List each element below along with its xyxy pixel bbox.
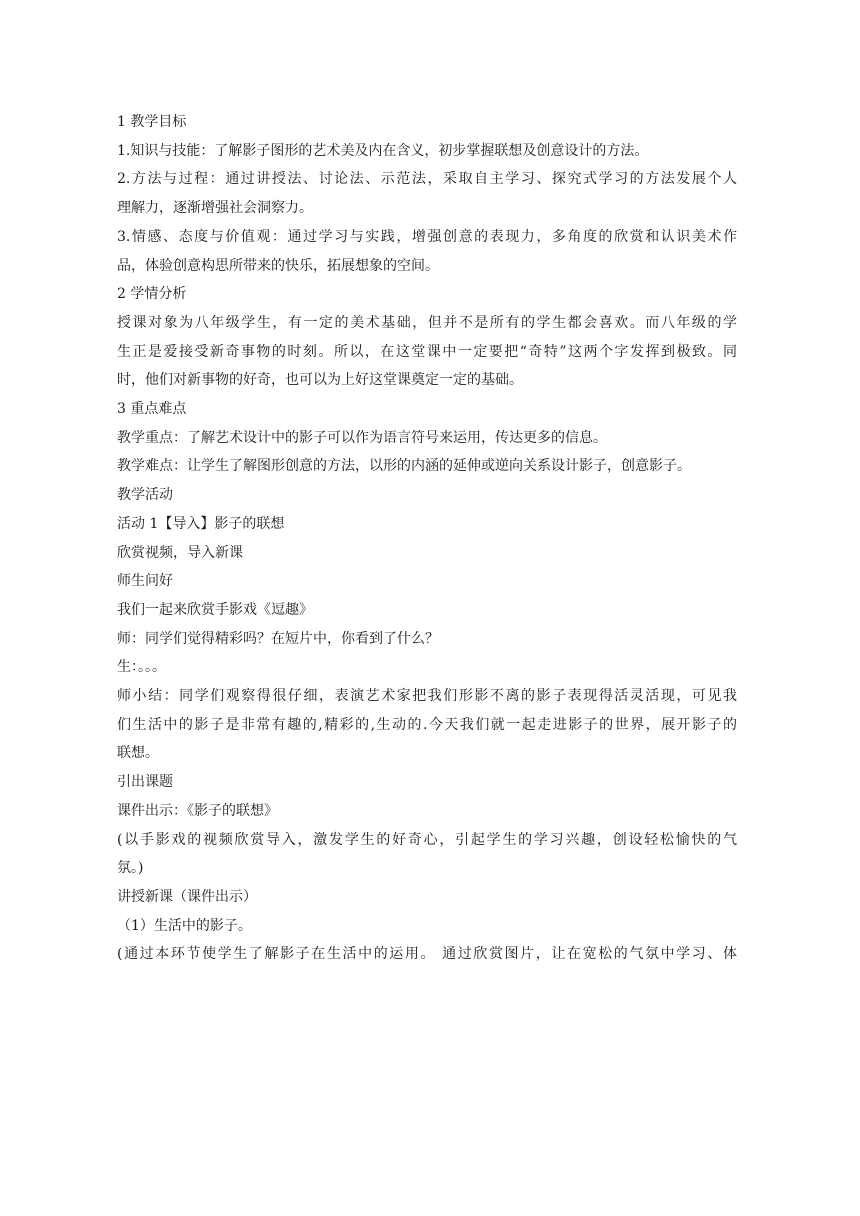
objective-emotion-paragraph (117, 223, 737, 280)
text-line: 2.方法与过程：通过讲授法、讨论法、示范法，采取自主学习、探究式学习的方法发展个人 (117, 171, 737, 188)
section-heading-activities: 教学活动 (117, 487, 173, 504)
objective-method-paragraph (117, 165, 737, 222)
difficult-point-text: 教学难点：让学生了解图形创意的方法，以形的内涵的延伸或逆向关系设计影子，创意影子。 (117, 458, 691, 475)
student-analysis-paragraph (117, 309, 737, 395)
text-line: 讲授新课（课件出示） (117, 888, 257, 905)
usage-note-paragraph (117, 940, 737, 969)
text-line: 引出课题 (117, 774, 173, 791)
key-point-text: 教学重点：了解艺术设计中的影子可以作为语言符号来运用，传达更多的信息。 (117, 429, 607, 446)
teacher-summary-paragraph (117, 682, 737, 768)
text-line: 3.情感、态度与价值观：通过学习与实践，增强创意的表现力，多角度的欣赏和认识美术作 (117, 228, 737, 245)
text-line: 欣赏视频，导入新课 (117, 544, 243, 561)
section-heading-objectives: 1 教学目标 (117, 114, 187, 130)
text-line: 氛。) (117, 860, 144, 877)
text-line: (以手影戏的视频欣赏导入，激发学生的好奇心，引起学生的学习兴趣，创设轻松愉快的气 (117, 831, 737, 848)
text-line: 们生活中的影子是非常有趣的,精彩的,生动的.今天我们就一起走进影子的世界，展开影子的 (117, 716, 737, 733)
intro-note-paragraph (117, 826, 737, 883)
text-line: 品，体验创意构思所带来的快乐，拓展想象的空间。 (117, 257, 439, 274)
text-line: 生正是爱接受新奇事物的时刻。所以，在这堂课中一定要把“奇特”这两个字发挥到极致。同 (117, 343, 737, 360)
text-line: 联想。 (117, 745, 159, 762)
text-line: 课件出示：《影子的联想》 (117, 802, 278, 819)
text-line: 我们一起来欣赏手影戏《逗趣》 (117, 601, 313, 618)
text-line: 师小结：同学们观察得很仔细，表演艺术家把我们形影不离的影子表现得活灵活现，可见我 (117, 688, 737, 705)
text-line: 时，他们对新事物的好奇，也可以为上好这堂课奠定一定的基础。 (117, 372, 523, 389)
text-line: 理解力，逐渐增强社会洞察力。 (117, 200, 313, 217)
text-line: 授课对象为八年级学生，有一定的美术基础，但并不是所有的学生都会喜欢。而八年级的学 (117, 314, 737, 331)
text-line: （1）生活中的影子。 (117, 917, 252, 934)
text-line: 生：。。。 (117, 659, 166, 676)
section-heading-key-points: 3 重点难点 (117, 401, 187, 418)
document-page (117, 108, 737, 969)
text-line: (通过本环节使学生了解影子在生活中的运用。 通过欣赏图片，让在宽松的气氛中学习、体 (117, 946, 737, 963)
objective-knowledge: 1.知识与技能：了解影子图形的艺术美及内在含义，初步掌握联想及创意设计的方法。 (117, 142, 649, 159)
section-heading-student-analysis: 2 学情分析 (117, 286, 187, 303)
activity-title: 活动 1【导入】影子的联想 (117, 515, 285, 532)
text-line: 师：同学们觉得精彩吗？在短片中，你看到了什么？ (117, 630, 439, 647)
text-line: 师生问好 (117, 573, 173, 590)
